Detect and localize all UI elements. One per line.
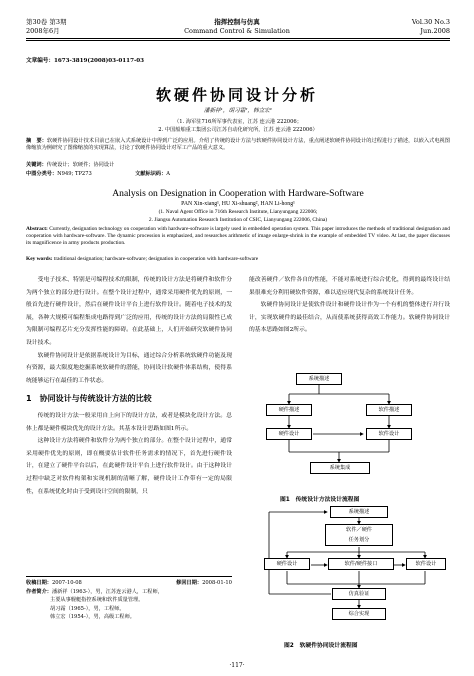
keywords-cn-label: 关键词： [26,162,47,168]
authors-en: PAN Xin-xiang¹, HU Xi-shuang², HAN Li-hong¹ [181,201,295,207]
fig1-sw-desc-box: 软件描述 [366,404,412,416]
fig1-integration-box: 系统集成 [310,462,370,474]
clc-label: 中图分类号： [26,171,58,177]
fig1-system-desc-box: 系统描述 [296,373,342,385]
abstract-en-text: Currently, designation technology on cooperation with hardware-software is largely used in embedded operation system. This paper introduces the methods of traditional designation and cooperation with hardware-software. The dynamic procession is emphasized, and researches arithmetic of image enlarge-shrink in the example of embedded TV video. At last, the paper discusses its magnificence in army products production. [26,226,450,247]
paragraph: 这种设计方法将硬件和软件分为两个独立的部分。在整个设计过程中，通常采用硬件优先的原则，即在概要估计软件任务需求的情况下，首先进行硬件设计，在建立了硬件平台以后，在此硬件设计平台上进行软件设计。由于这种设计过程中缺乏对软件构架和实现机制的清晰了解，硬件设计工作带有一定的局限性，在系统优化时由于受到设计空间的限制，只 [26,438,232,495]
clc-code: N949; TP273 [57,171,92,177]
figure-2-caption: 图2 软硬件协同设计流程图 [284,643,358,649]
fig2-sw-box: 软件设计 [406,558,446,570]
doc-code: A [166,171,171,177]
footnote [26,579,232,622]
author-bio-3: 胡习霜（1965-），男，工程师。 [50,605,125,612]
title-en: Analysis on Designation in Cooperation with Hardware-Software [112,188,364,199]
authors-cn: 潘新祥¹，胡习霜²，韩立宏¹ [203,108,273,114]
received-label: 收稿日期： [26,580,52,586]
paragraph: 软硬件协同设计是依据系统设计为目标，通过综合分析系统软硬件功能及现有资源，最大限度地挖掘系统软硬件的潜能，协同设计软硬件体系结构，使得系统能够运行在最佳的工作状态。 [26,352,232,384]
keywords-en [26,256,450,263]
fig2-partition-box [325,524,393,546]
title-cn: 软硬件协同设计分析 [155,86,318,104]
author-bio-label: 作者简介： [26,588,52,595]
header-rule [26,38,450,39]
figure-1-caption: 图1 传统设计方法设计流程图 [280,497,360,503]
footnote-dates [26,579,232,588]
abstract-cn-text: 软硬件协同设计技术目前已在嵌入式系统设计中得到广泛的应用。介绍了传统的设计方法与软硬件协同设计方法，重点阐述软硬件协同设计的过程进行了描述，以嵌入式电视图像缩放为例研究了图像缩放的实现算法，讨论了软硬件协同设计对军工产品的重大意义。 [26,138,450,152]
abstract-cn-label: 摘 要： [26,138,47,144]
journal-vol-en: Vol.30 No.3 [411,18,450,26]
header-rule-2 [26,40,450,41]
keywords-en-label: Key words: [26,256,53,262]
fig1-hw-desc-box: 硬件描述 [266,404,312,416]
paragraph: 软硬件协同设计是使软件设计和硬件设计作为一个有机的整体进行并行设计，实现软硬件的最佳结合，从而使系统获得高效工作能力。软硬件协同设计的基本思路如图2所示。 [249,302,450,334]
revised-label: 修回日期： [176,580,203,586]
author-bio-2: 主要从事舰艇指控系统和软件质量管理。 [50,597,144,604]
revised-value: 2008-01-10 [202,580,232,586]
journal-date: 2008年6月 [26,27,60,35]
abstract-en-label: Abstract: [26,226,48,232]
fig1-hw-design-box: 硬件设计 [266,428,312,440]
footnote-rule [26,576,232,577]
abstract-cn [26,138,450,153]
doc-code-label: 文献标识码： [135,171,167,177]
fig2-integration-box: 综合实现 [332,608,386,620]
fig2-interface-box: 软件/硬件接口 [328,558,394,570]
received-date [26,579,82,588]
fig2-sim-box: 仿真验证 [332,588,386,600]
keywords-en-text: traditional designation; hardware-software; designation in cooperation with hardware-software [52,256,259,262]
journal-name-cn: 指挥控制与仿真 [214,18,260,26]
right-column [249,274,450,337]
affiliation-cn-1: （1. 海军驻716所军事代表室，江苏 连云港 222006； [174,119,302,125]
fig2-partition-line1: 软件／硬件 [346,527,372,533]
affiliation-en-2: 2. Jiangsu Automation Research Institution of CSIC, Lianyungang 222006, China) [148,217,328,223]
fig2-hw-box: 硬件设计 [264,558,310,570]
paragraph: 传统的设计方法一般采用自上向下的设计方法，或者是模块化设计方法。总体上都是硬件模块优先的设计方法。其基本设计思路如图1所示。 [26,412,232,432]
received-value: 2007-10-08 [51,580,82,586]
paragraph: 受电子技术、特别是可编程技术的限制，传统的设计方法是将硬件和软件分为两个独立的部分进行设计。在整个设计过程中，通常采用硬件优先的原则，一般首先进行硬件设计，然后在硬件设计平台上进行软件设计。随着电子技术的发展，各种大规模可编程集成电路得到广泛的应用，传统的设计方法的局限性已成为限制可编程芯片充分发挥性能的障碍。在此基础上，人们开始研究软硬件协同设计技术。 [26,277,232,346]
paragraph: 能改善硬件／软件各自的性能，不能对系统进行综合优化，得到的最终设计结果很难充分利用硬软件资源，难以适应现代复杂的系统设计任务。 [249,277,450,296]
affiliation-en-1: (1. Naval Agent Office in 716th Research Institute, Lianyungang 222006; [158,209,318,215]
author-bio-text: 潘新祥（1963-），男，江苏连云港人，工程师， [51,588,163,595]
journal-date-en: Jun.2008 [420,27,450,35]
keywords-cn-text: 传统设计；软硬件；协同设计 [46,162,115,168]
abstract-en [26,226,450,248]
fig2-partition-line2: 任务划分 [348,537,370,543]
page-number: ·117· [229,662,245,669]
classification [26,171,170,178]
article-id: 文章编号：1673-3819(2008)03-0117-03 [26,58,145,64]
fig2-system-desc-box: 系统描述 [330,506,388,518]
revised-date [176,579,232,588]
left-column [26,274,232,498]
author-bio-1 [26,588,232,597]
fig1-sw-design-box: 软件设计 [366,428,412,440]
journal-volume: 第30卷 第3期 [26,18,67,26]
section-title: 1 协同设计与传统设计方法的比较 [26,394,152,404]
author-bio-4: 韩立宏（1954-），男，高级工程师。 [50,614,135,621]
keywords-cn [26,162,114,169]
affiliation-cn-2: 2. 中国船舶重工集团公司江苏自动化研究所，江苏 连云港 222006） [158,127,318,133]
journal-name-en: Command Control & Simulation [184,27,290,35]
